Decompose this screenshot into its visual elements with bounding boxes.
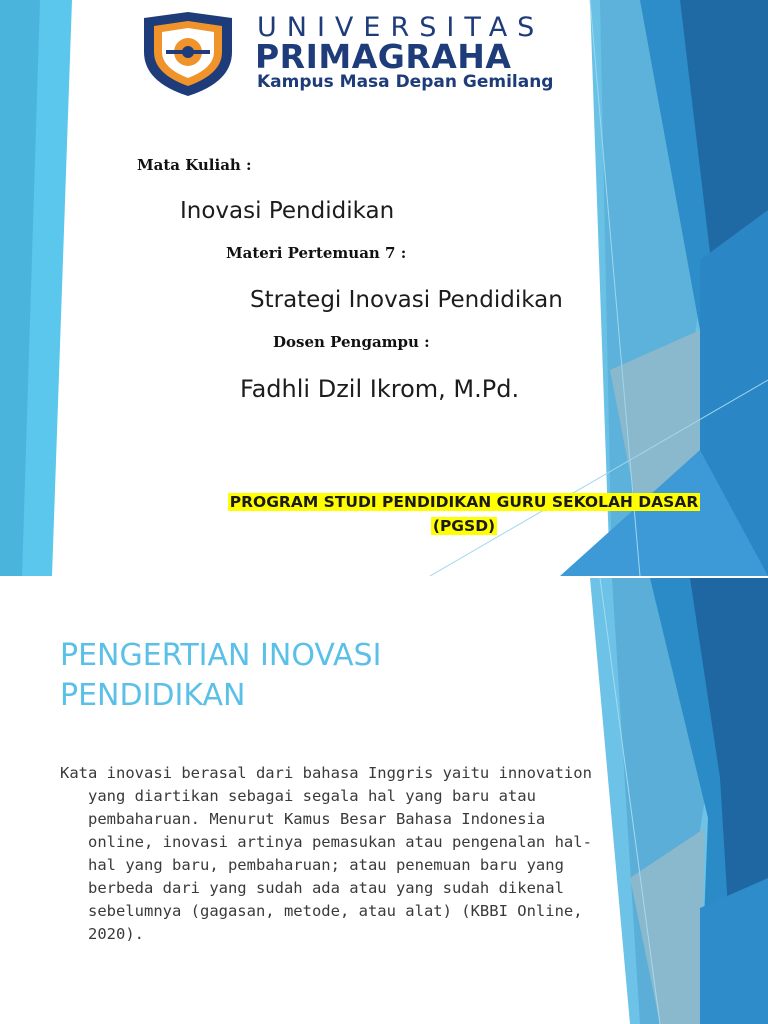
lecturer-name: Fadhli Dzil Ikrom, M.Pd. [240,375,520,403]
definition-slide [0,578,768,1024]
study-program-line1: PROGRAM STUDI PENDIDIKAN GURU SEKOLAH DASAR [229,493,699,511]
course-name: Inovasi Pendidikan [180,198,395,224]
lecturer-label: Dosen Pengampu : [273,333,430,351]
meeting-topic: Strategi Inovasi Pendidikan [250,287,563,313]
study-program-line2: (PGSD) [432,517,496,535]
university-tagline: Kampus Masa Depan Gemilang [257,72,554,92]
course-label: Mata Kuliah : [137,156,252,174]
meeting-label: Materi Pertemuan 7 : [226,244,407,262]
university-label: UNIVERSITAS [257,12,545,43]
university-name: PRIMAGRAHA [255,37,512,76]
university-logo-shield [140,12,236,96]
definition-paragraph: Kata inovasi berasal dari bahasa Inggris yaitu innovation yang diartikan sebagai segala hal yang baru atau pembaharuan. Menurut Kamus Besar Bahasa Indonesia online, inovasi artinya pemasukan atau pengenalan hal-hal yang baru, pembaharuan; atau penemuan baru yang berbeda dari yang sudah ada atau yang sudah dikenal sebelumnya (gagasan, metode, atau alat) (KBBI Online, 2020). [60,764,592,943]
slide-title: PENGERTIAN INOVASI PENDIDIKAN [60,638,382,713]
study-program [180,490,748,538]
